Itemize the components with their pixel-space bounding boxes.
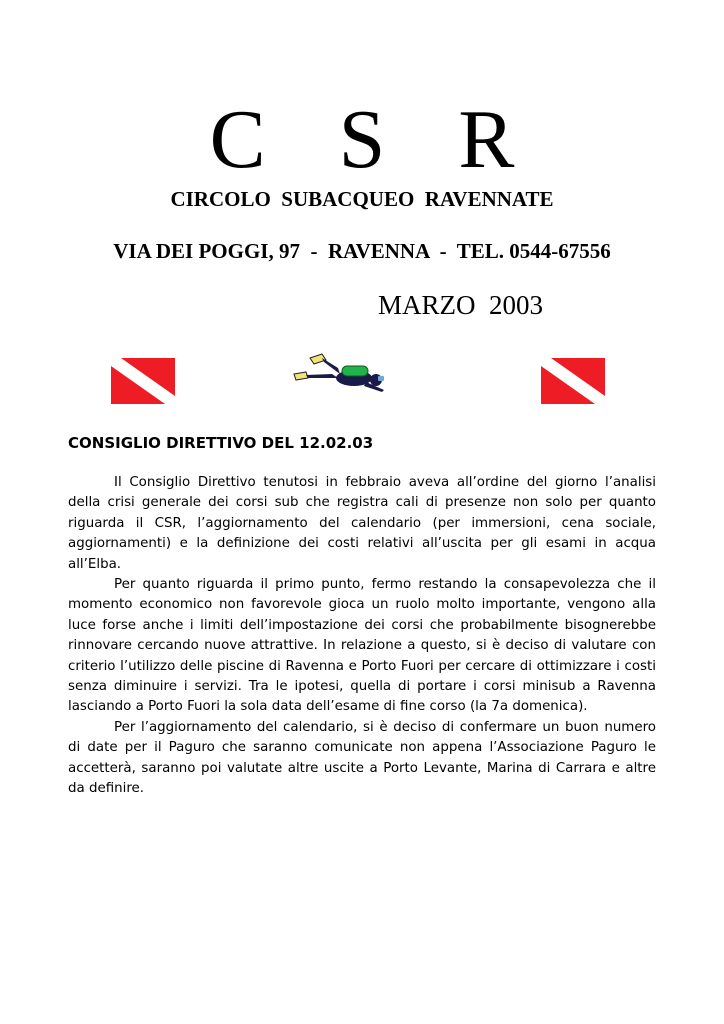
dive-flag-icon [541,358,605,404]
club-name: CIRCOLO SUBACQUEO RAVENNATE [170,187,554,211]
logo-title: C S R [209,93,541,186]
section-heading: CONSIGLIO DIRETTIVO DEL 12.02.03 [68,434,374,452]
paragraph: Per l’aggiornamento del calendario, si è deciso di confermare un buon numero di date per il Paguro che saranno comunicate non appena l’Associazione Paguro le accetterà, saranno poi valutate altre uscite a Porto Levante, Marina di Carrara e altre da definire. [68,719,656,797]
paragraph: Per quanto riguarda il primo punto, fermo restando la consapevolezza che il momento economico non favorevole gioca un ruolo molto importante, vengono alla luce forse anche i limiti dell’impostazione dei corsi che probabilmente bisognerebbe rinnovare cercando nuove attrattive. In relazione a questo, si è deciso di valutare con criterio l’utilizzo delle piscine di Ravenna e Porto Fuori per cercare di ottimizzare i costi senza diminuire i servizi. Tra le ipotesi, quella di portare i corsi minisub a Ravenna lasciando a Porto Fuori la sola data dell’esame di fine corso (la 7a domenica). [68,577,656,715]
issue-date: MARZO 2003 [378,290,544,320]
scuba-diver-icon [292,350,392,394]
club-address: VIA DEI POGGI, 97 - RAVENNA - TEL. 0544-67556 [113,239,611,263]
paragraph: Il Consiglio Direttivo tenutosi in febbraio aveva all’ordine del giorno l’analisi della crisi generale dei corsi sub che registra cali di presenze non solo per quanto riguarda il CSR, l’aggiornamento del calendario (per immersioni, cena sociale, aggiornamenti) e la definizione dei costi relativi all’uscita per gli esami in acqua all’Elba. [68,475,656,572]
dive-flag-icon [111,358,175,404]
article-body [68,473,656,800]
